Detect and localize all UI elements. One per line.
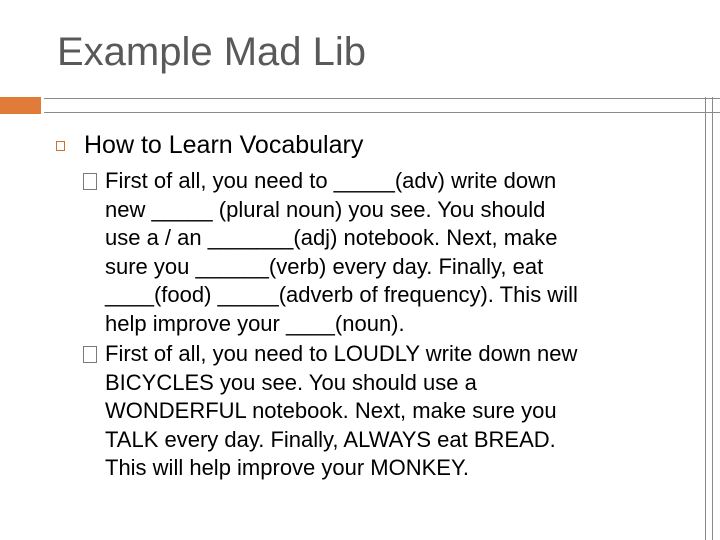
- section-heading: How to Learn Vocabulary: [84, 131, 364, 159]
- square-bullet-icon: [56, 141, 65, 151]
- paragraph-line: [83, 340, 683, 369]
- slide-title: Example Mad Lib: [57, 30, 367, 74]
- paragraph-line: help improve your ____(noun).: [105, 310, 405, 336]
- line-text: First of all, you need to LOUDLY write down new: [105, 341, 578, 366]
- paragraph-line: TALK every day. Finally, ALWAYS eat BREAD.: [105, 426, 556, 452]
- line-text: First of all, you need to _____(adv) write down: [105, 168, 557, 193]
- paragraph-line: new _____ (plural noun) you see. You should: [105, 196, 546, 222]
- paragraph-line: [83, 167, 683, 196]
- paragraph-line: This will help improve your MONKEY.: [105, 455, 469, 480]
- madlib-template-paragraph: [83, 167, 683, 338]
- right-border-line-outer: [712, 97, 713, 540]
- madlib-filled-paragraph: [83, 340, 683, 483]
- paragraph-line: sure you ______(verb) every day. Finally, eat: [105, 253, 544, 279]
- sub-bullet-icon: [83, 173, 97, 190]
- paragraph-line: use a / an _______(adj) notebook. Next, make: [105, 225, 558, 250]
- title-rule: [44, 98, 720, 113]
- right-border-line: [705, 97, 706, 540]
- title-rule-accent: [0, 97, 41, 114]
- paragraph-line: ____(food) _____(adverb of frequency). This will: [105, 282, 578, 307]
- sub-bullet-icon: [83, 346, 97, 363]
- paragraph-line: WONDERFUL notebook. Next, make sure you: [105, 398, 557, 423]
- paragraph-line: BICYCLES you see. You should use a: [105, 369, 477, 395]
